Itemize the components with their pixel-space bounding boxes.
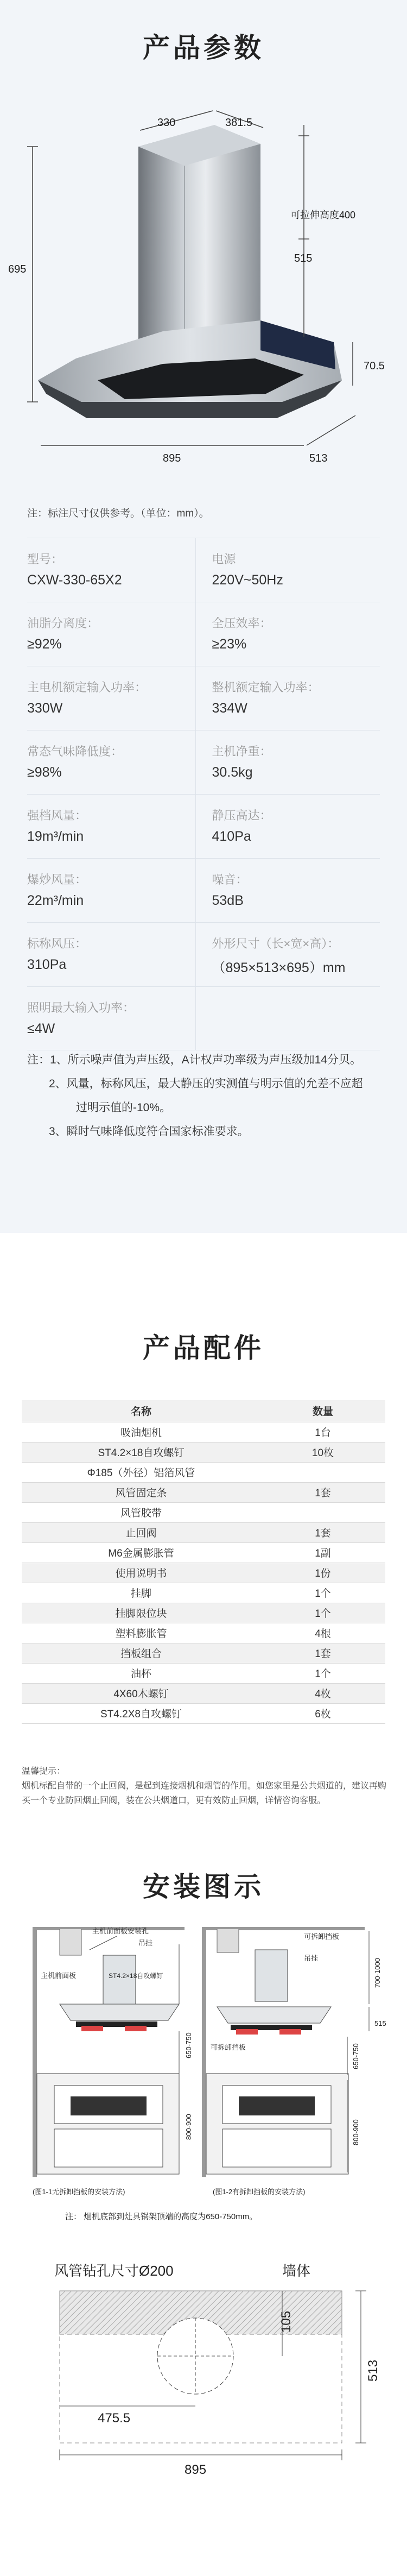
parts-row [22,1703,385,1723]
spec-cell [27,795,196,858]
parts-row [22,1643,385,1663]
spec-value: ≥98% [27,765,62,780]
spec-cell [196,666,380,730]
spec-label: 油脂分离度： [27,616,99,630]
parts-row [22,1603,385,1623]
part-qty [260,1462,385,1482]
part-name: 风管固定条 [22,1482,260,1502]
spec-cell [196,730,380,794]
part-qty: 1个 [260,1663,385,1683]
spec-value: 330W [27,701,63,716]
spec-cell [27,730,196,794]
spec-cell [27,602,196,666]
parts-row [22,1442,385,1462]
spec-value: 30.5kg [212,765,253,780]
part-qty: 1台 [260,1422,385,1442]
spec-cell [196,987,380,1050]
label-right-515: 515 [374,2019,386,2027]
spec-value: （895×513×695）mm [212,960,346,975]
dim-381: 381.5 [225,117,253,129]
dim-695: 695 [8,263,27,275]
install-diagram [0,1852,407,2576]
spec-value: 410Pa [212,829,251,844]
params-section [0,0,407,1233]
spec-row [27,986,380,1050]
spec-label: 电源 [212,552,236,566]
part-name: 吸油烟机 [22,1422,260,1442]
footnote-3: 3、瞬时气味降低度符合国家标准要求。 [49,1125,249,1138]
parts-row [22,1522,385,1542]
params-footnotes [27,1048,385,1144]
part-name: 塑料膨胀管 [22,1623,260,1643]
spec-label: 噪音： [212,873,248,886]
warm-tip-title: 温馨提示： [22,1767,66,1776]
spec-row [27,794,380,858]
spec-label: 常态气味降低度： [27,745,123,758]
part-qty: 1套 [260,1643,385,1663]
parts-header-qty: 数量 [260,1400,385,1422]
part-name: ST4.2×18自攻螺钉 [22,1442,260,1462]
parts-row [22,1563,385,1583]
spec-label: 主机净重： [212,745,272,758]
spec-label: 整机额定输入功率： [212,681,320,694]
spec-label: 爆炒风量： [27,873,87,886]
footnote-2: 2、风量，标称风压，最大静压的实测值与明示值的允差不应超 [49,1078,363,1090]
dim-105: 105 [279,2310,294,2333]
part-qty: 1副 [260,1542,385,1563]
label-right-hook: 吊挂 [304,1954,319,1962]
spec-cell [27,666,196,730]
parts-title: 产品配件 [143,1333,264,1363]
label-top-panel: 主机前面板安装孔 [92,1927,149,1935]
parts-row [22,1482,385,1502]
warm-tip-text: 烟机标配自带的一个止回阀，是起到连接烟机和烟管的作用。如您家里是公共烟道的，建议再购买一个专业防回烟止回阀，装在公共烟道口，更有效防止回烟，详情咨询客服。 [22,1781,387,1805]
part-qty: 1份 [260,1563,385,1583]
label-removable-2: 可拆卸挡板 [211,2043,246,2051]
part-name: Φ185（外径）铝箔风管 [22,1462,260,1482]
spec-cell [27,538,196,602]
parts-row [22,1683,385,1703]
part-qty: 4枚 [260,1683,385,1703]
spec-cell [196,795,380,858]
dim-895: 895 [163,452,181,464]
spec-label: 主电机额定输入功率： [27,681,147,694]
spec-value: CXW-330-65X2 [27,572,122,588]
params-note: 注：标注尺寸仅供参考。（单位：mm）。 [27,508,209,519]
spec-value: 19m³/min [27,829,84,844]
spec-row [27,666,380,730]
spec-label: 标称风压： [27,937,87,950]
spec-cell [27,859,196,922]
label-right-700: 700-1000 [373,1958,381,1988]
install-section [0,1852,407,2576]
parts-row [22,1422,385,1442]
dim-ext: 可拉伸高度400 [290,210,356,221]
label-removable: 可拆卸挡板 [304,1932,340,1941]
dim-330: 330 [157,117,176,129]
dim-515: 515 [294,253,313,264]
hood-figure [0,98,407,500]
spec-value: 334W [212,701,247,716]
label-right-650: 650-750 [352,2043,360,2069]
parts-row [22,1663,385,1683]
spec-value: ≤4W [27,1021,55,1036]
part-qty: 4根 [260,1623,385,1643]
footnote-1: 注：1、所示噪声值为声压级，A计权声功率级为声压级加14分贝。 [27,1054,362,1066]
spec-cell [27,987,196,1050]
params-title: 产品参数 [143,33,264,63]
part-qty: 1个 [260,1603,385,1623]
dim-475: 475.5 [98,2411,131,2426]
parts-row [22,1462,385,1482]
spec-cell [27,923,196,986]
part-name: 4X60木螺钉 [22,1683,260,1703]
footnote-2b: 过明示值的-10%。 [76,1101,171,1114]
spec-row [27,922,380,986]
spec-cell [196,923,380,986]
spec-value: 53dB [212,893,244,908]
part-qty: 10枚 [260,1442,385,1462]
parts-row [22,1502,385,1522]
spec-value: ≥23% [212,637,247,652]
spec-cell [196,602,380,666]
duct-hole-label: 风管钻孔尺寸Ø200 [54,2263,174,2279]
part-qty: 6枚 [260,1703,385,1723]
install-title: 安装图示 [143,1872,264,1902]
spec-value: 22m³/min [27,893,84,908]
spec-label: 照明最大输入功率： [27,1001,135,1015]
parts-row [22,1542,385,1563]
spec-cell [196,859,380,922]
spec-label: 全压效率： [212,616,272,630]
spec-row [27,730,380,794]
part-qty: 1个 [260,1583,385,1603]
dim-513: 513 [309,452,328,464]
caption-left: (图1-1无拆卸挡板的安装方法) [33,2188,125,2196]
part-name: 风管胶带 [22,1502,260,1522]
spec-label: 强档风量： [27,809,87,822]
spec-row [27,858,380,922]
caption-right: (图1-2有拆卸挡板的安装方法) [213,2188,306,2196]
label-front-panel: 主机前面板 [41,1972,77,1980]
spec-cell [196,538,380,602]
parts-header-name: 名称 [22,1400,260,1422]
part-name: 挡板组合 [22,1643,260,1663]
spec-label: 外形尺寸（长×宽×高）： [212,937,340,950]
install-note: 注： 烟机底部到灶具锅架顶端的高度为650-750mm。 [65,2212,258,2221]
dim-duct-513: 513 [366,2359,380,2382]
install-right [202,1927,386,2196]
label-right-800: 800-900 [352,2119,360,2145]
part-name: 挂脚 [22,1583,260,1603]
label-left-650: 650-750 [185,2032,193,2058]
part-qty [260,1502,385,1522]
parts-section [0,1265,407,1852]
part-name: ST4.2X8自攻螺钉 [22,1703,260,1723]
spec-value: 220V~50Hz [212,572,283,588]
part-name: 止回阀 [22,1522,260,1542]
spec-row [27,538,380,602]
part-name: 油杯 [22,1663,260,1683]
part-qty: 1套 [260,1522,385,1542]
spec-table [27,538,380,1050]
parts-table [22,1400,385,1724]
dim-70: 70.5 [364,360,385,372]
part-name: M6金属膨胀管 [22,1542,260,1563]
part-name: 挂脚限位块 [22,1603,260,1623]
part-qty: 1套 [260,1482,385,1502]
label-left-800: 800-900 [185,2114,193,2140]
duct-plan [54,2263,380,2477]
warm-tip [22,1764,391,1808]
wall-label: 墙体 [282,2263,311,2279]
label-left-hook: 吊挂 [138,1939,153,1947]
spec-label: 型号： [27,552,63,566]
dim-duct-895: 895 [185,2462,207,2477]
label-screw: ST4.2×18自攻螺钉 [109,1972,163,1980]
part-name: 使用说明书 [22,1563,260,1583]
parts-row [22,1623,385,1643]
spec-value: ≥92% [27,637,62,652]
install-left [33,1927,193,2196]
spec-label: 静压高达： [212,809,272,822]
spec-row [27,602,380,666]
parts-row [22,1583,385,1603]
spec-value: 310Pa [27,957,67,972]
